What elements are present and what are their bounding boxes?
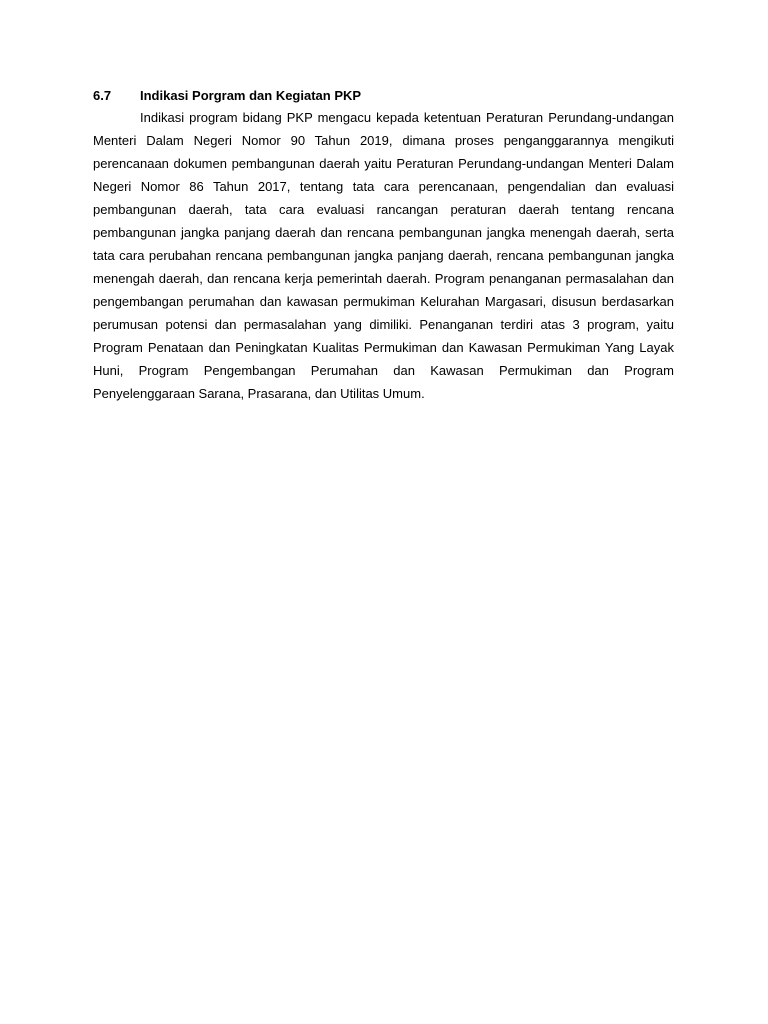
section-heading [93,86,674,106]
section-number: 6.7 [93,88,112,103]
document-content [93,86,674,405]
section-title: Indikasi Porgram dan Kegiatan PKP [140,88,362,103]
section-paragraph: Indikasi program bidang PKP mengacu kepada ketentuan Peraturan Perundang-undangan Menteri Dalam Negeri Nomor 90 Tahun 2019, dimana proses penganggarannya mengikuti perencanaan dokumen pembangunan daerah yaitu Peraturan Perundang-undangan Menteri Dalam Negeri Nomor 86 Tahun 2017, tentang tata cara perencanaan, pengendalian dan evaluasi pembangunan daerah, tata cara evaluasi rancangan peraturan daerah tentang rencana pembangunan jangka panjang daerah dan rencana pembangunan jangka menengah daerah, serta tata cara perubahan rencana pembangunan jangka panjang daerah, rencana pembangunan jangka menengah daerah, dan rencana kerja pemerintah daerah. Program penanganan permasalahan dan pengembangan perumahan dan kawasan permukiman Kelurahan Margasari, disusun berdasarkan perumusan potensi dan permasalahan yang dimiliki. Penanganan terdiri atas 3 program, yaitu Program Penataan dan Peningkatan Kualitas Permukiman dan Kawasan Permukiman Yang Layak Huni, Program Pengembangan Perumahan dan Kawasan Permukiman dan Program Penyelenggaraan Sarana, Prasarana, dan Utilitas Umum. [93,110,674,401]
